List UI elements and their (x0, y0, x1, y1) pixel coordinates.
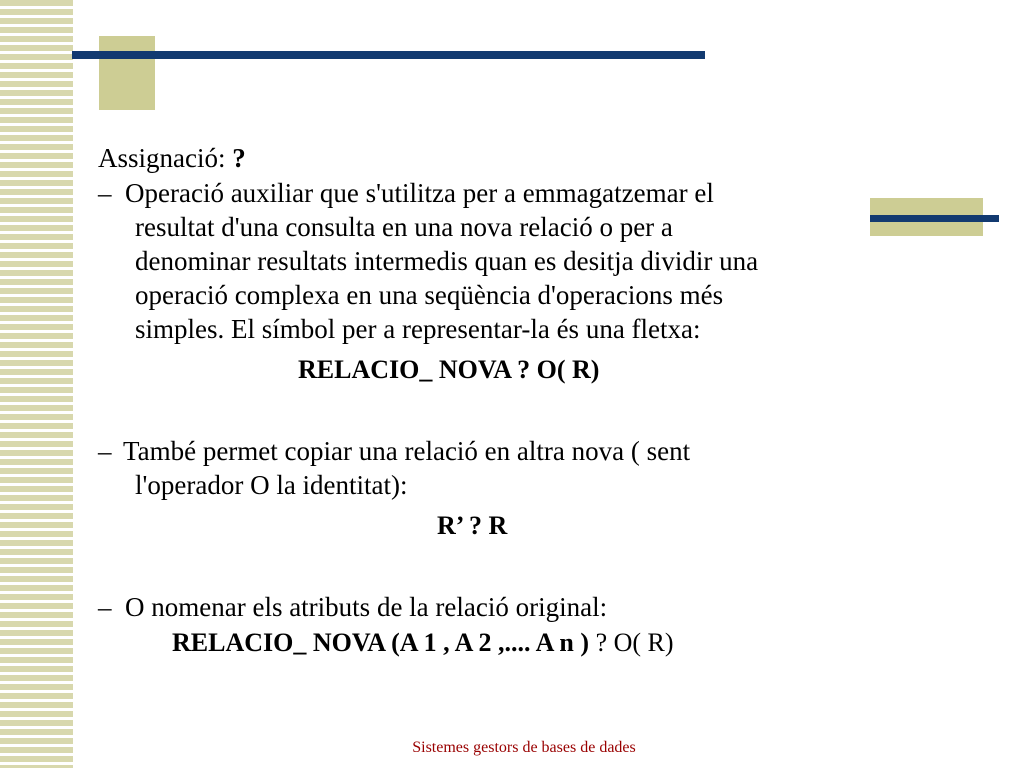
paragraph-1-line-3: denominar resultats intermedis quan es desitja dividir una (135, 246, 759, 276)
formula-assignment: RELACIO_ NOVA ? O( R) (298, 355, 600, 384)
title-symbol: ? (232, 143, 246, 173)
formula-rename-bold: RELACIO_ NOVA (A 1 , A 2 ,.... A n ) (172, 628, 590, 657)
left-stripe-band (0, 0, 73, 768)
title-rule-bar (72, 51, 705, 59)
right-rule-bar (870, 215, 999, 222)
footer-text: Sistemes gestors de bases de dades (412, 739, 636, 756)
paragraph-1-line-1: Operació auxiliar que s'utilitza per a emmagatzemar el (125, 178, 714, 208)
title-accent-square (99, 36, 155, 110)
formula-rename-rest: ? O( R) (595, 628, 674, 657)
paragraph-1-line-5: simples. El símbol per a representar-la és una fletxa: (135, 314, 701, 344)
slide-footer (0, 739, 1024, 757)
paragraph-2-line-1: També permet copiar una relació en altra nova ( sent (123, 436, 691, 466)
paragraph-1-line-4: operació complexa en una seqüència d'operacions més (135, 280, 724, 310)
title-label: Assignació: (98, 143, 226, 173)
formula-rename (172, 628, 674, 658)
paragraph-2-line-2: l'operador O la identitat): (135, 470, 408, 500)
bullet-dash: – (98, 178, 112, 208)
bullet-dash: – (98, 592, 112, 622)
paragraph-1-line-2: resultat d'una consulta en una nova relació o per a (135, 212, 673, 242)
paragraph-3-line: O nomenar els atributs de la relació original: (125, 592, 608, 622)
bullet-dash: – (98, 436, 112, 466)
formula-copy: R’ ? R (437, 511, 508, 540)
slide-title (98, 141, 246, 175)
